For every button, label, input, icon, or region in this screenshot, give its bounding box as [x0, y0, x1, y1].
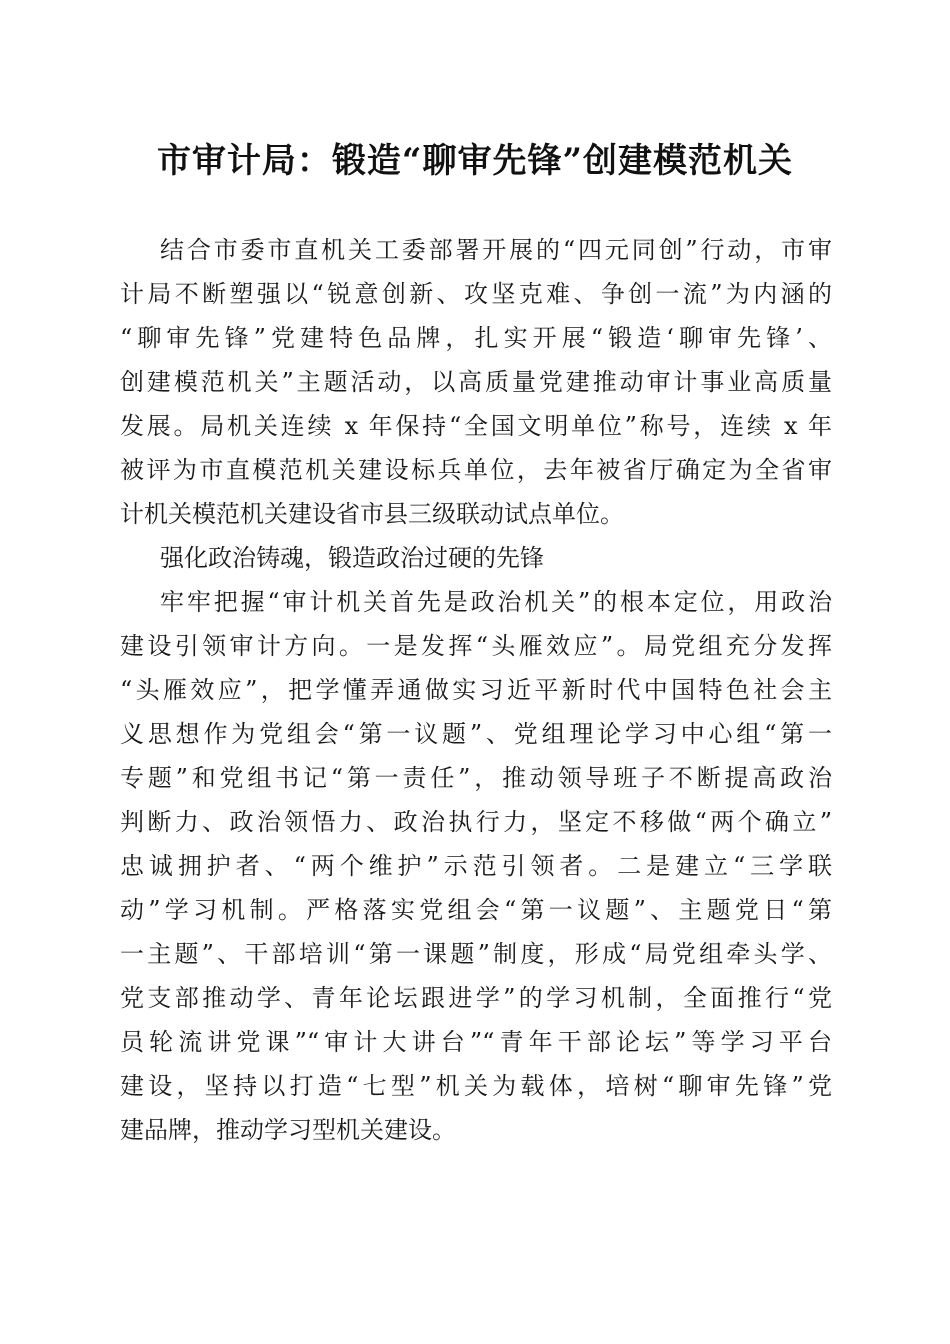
text-line: 专题”和党组书记“第一责任”，推动领导班子不断提高政治: [120, 764, 832, 792]
text-line: 员轮流讲党课”“审计大讲台”“青年干部论坛”等学习平台: [120, 1028, 832, 1056]
text-line: 计机关模范机关建设省市县三级联动试点单位。: [120, 500, 624, 528]
text-line: “聊审先锋”党建特色品牌，扎实开展“锻造‘聊审先锋’、: [120, 324, 832, 352]
text-line: “头雁效应”，把学懂弄通做实习近平新时代中国特色社会主: [120, 676, 832, 704]
text-line: 结合市委市直机关工委部署开展的“四元同创”行动，市审: [160, 236, 832, 264]
text-line: 判断力、政治领悟力、政治执行力，坚定不移做“两个确立”: [120, 808, 832, 836]
section-heading: [120, 536, 832, 580]
text-line: 忠诚拥护者、“两个维护”示范引领者。二是建立“三学联: [120, 852, 832, 880]
text-line: 一主题”、干部培训“第一课题”制度，形成“局党组牵头学、: [120, 940, 832, 968]
text-line: 义思想作为党组会“第一议题”、党组理论学习中心组“第一: [120, 720, 832, 748]
text-line: 创建模范机关”主题活动，以高质量党建推动审计事业高质量: [120, 368, 832, 396]
text-line: 计局不断塑强以“锐意创新、攻坚克难、争创一流”为内涵的: [120, 280, 832, 308]
text-line: 建设，坚持以打造“七型”机关为载体，培树“聊审先锋”党: [120, 1072, 832, 1100]
text-line: 动”学习机制。严格落实党组会“第一议题”、主题党日“第: [120, 896, 832, 924]
text-line: 建品牌，推动学习型机关建设。: [120, 1116, 456, 1144]
text-line: 牢牢把握“审计机关首先是政治机关”的根本定位，用政治: [160, 588, 832, 616]
text-line: 发展。局机关连续 x 年保持“全国文明单位”称号，连续 x 年: [120, 412, 832, 440]
document-title: 市审计局：锻造“聊审先锋”创建模范机关: [156, 141, 794, 181]
text-line: 强化政治铸魂，锻造政治过硬的先锋: [160, 544, 544, 572]
text-line: 被评为市直模范机关建设标兵单位，去年被省厅确定为全省审: [120, 456, 832, 484]
text-line: 党支部推动学、青年论坛跟进学”的学习机制，全面推行“党: [120, 984, 832, 1012]
paragraph-intro: [120, 228, 832, 536]
document-body: [120, 228, 832, 1152]
paragraph-political: [120, 580, 832, 1152]
text-line: 建设引领审计方向。一是发挥“头雁效应”。局党组充分发挥: [120, 632, 832, 660]
